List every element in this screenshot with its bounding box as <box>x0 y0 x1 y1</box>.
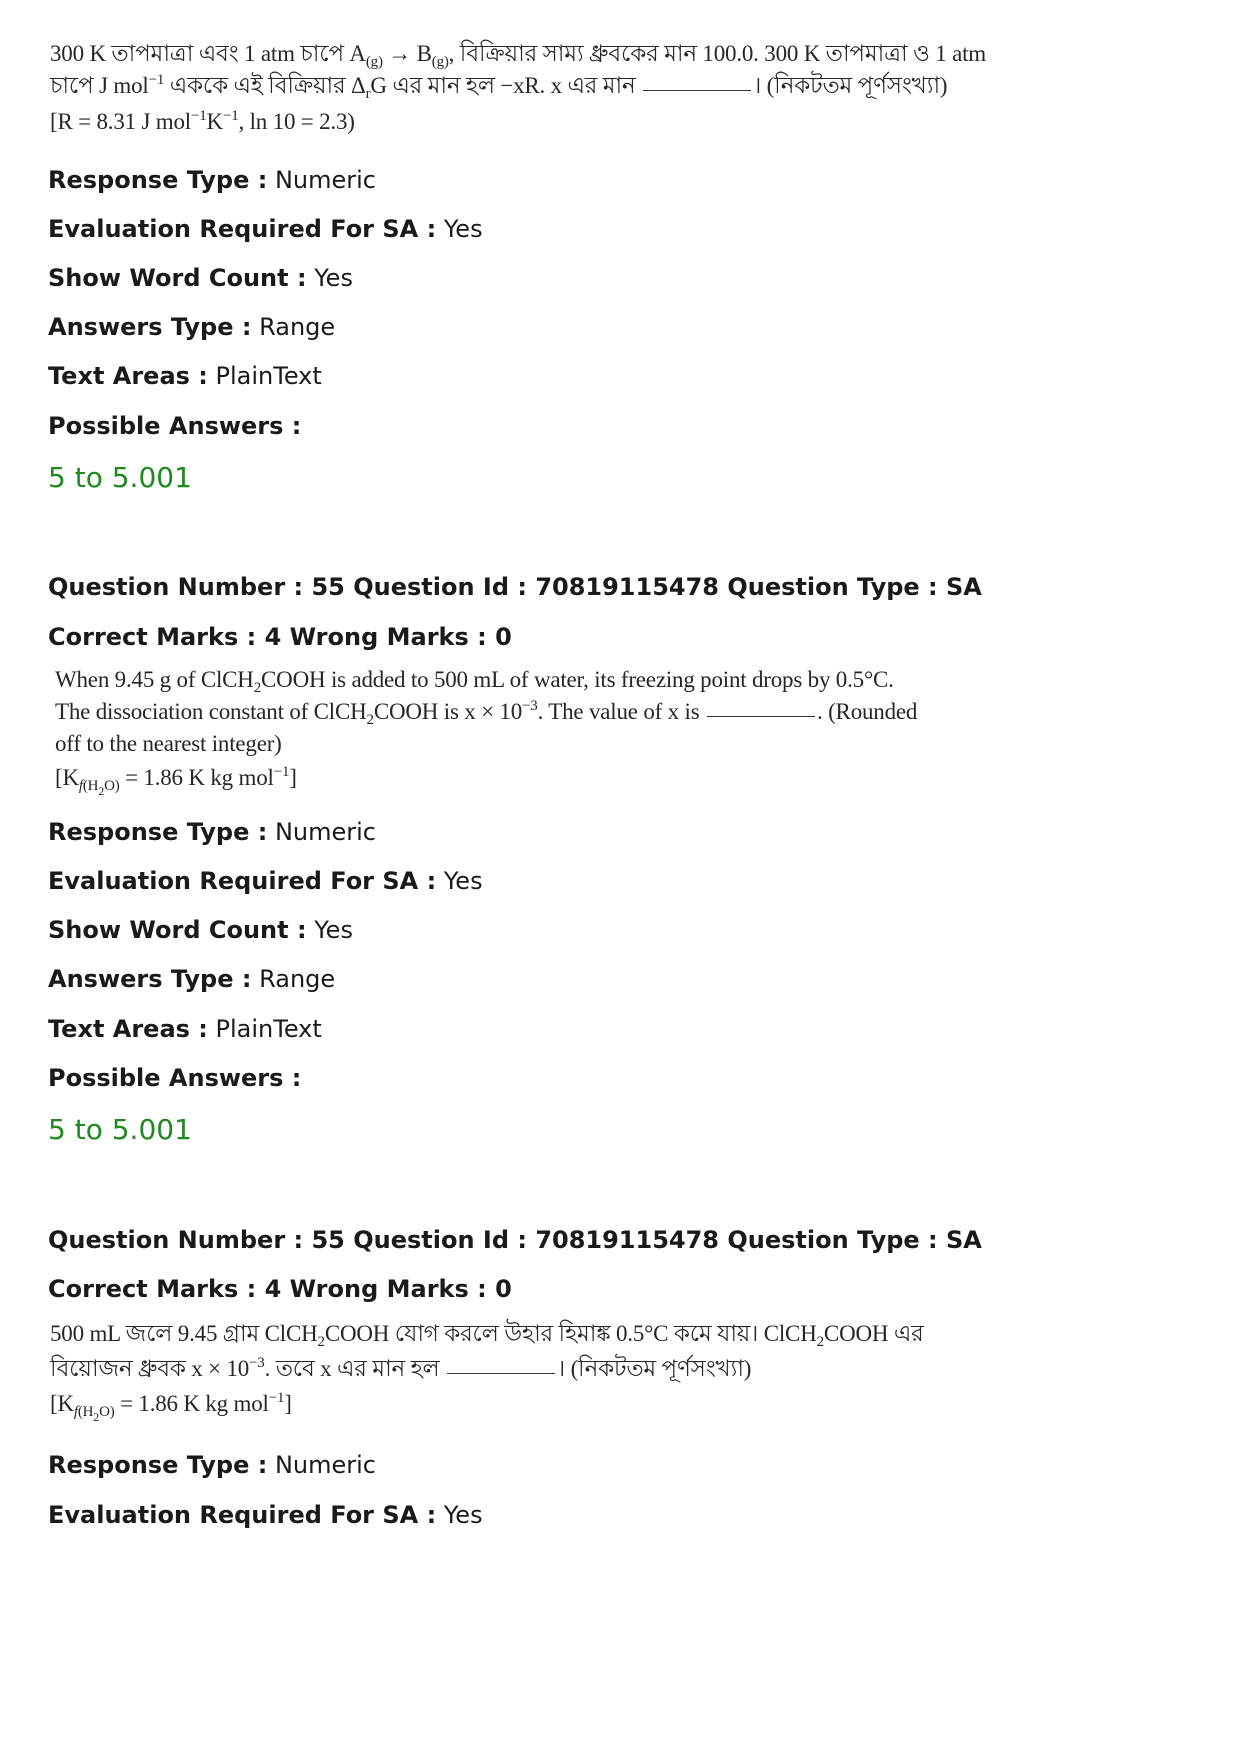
question-header: Question Number : 55 Question Id : 70819115478 Question Type : SA <box>48 1226 982 1254</box>
question-line: The dissociation constant of ClCH$_2$COOH is $x \times 10^{-3}$. The value of x is . (Rounded <box>55 698 918 728</box>
marks-row: Correct Marks : 4 Wrong Marks : 0 <box>48 1275 512 1303</box>
answers-type-row: Answers Type : Range <box>48 965 336 993</box>
response-type-row: Response Type : Numeric <box>48 1451 376 1479</box>
answer-blank <box>447 1372 555 1374</box>
text-areas-row: Text Areas : PlainText <box>48 1015 322 1043</box>
possible-answer-value: 5 to 5.001 <box>48 1113 192 1146</box>
question-line: [R = 8.31 J $mol^{-1}K^{-1}$, ln 10 = 2.3) <box>50 108 355 134</box>
show-word-count-row: Show Word Count : Yes <box>48 916 353 944</box>
text-areas-row: Text Areas : PlainText <box>48 362 322 390</box>
evaluation-required-row: Evaluation Required For SA : Yes <box>48 1501 483 1529</box>
possible-answer-value: 5 to 5.001 <box>48 461 192 494</box>
question-line: চাপে J mol$^{-1}$ এককে এই বিক্রিয়ার $\Delta_rG$ এর মান হল −xR. x এর মান । (নিকটতম পূর্ণসংখ্যা) <box>50 72 948 102</box>
evaluation-required-row: Evaluation Required For SA : Yes <box>48 215 483 243</box>
answer-blank <box>643 89 751 91</box>
question-line: 500 mL জলে 9.45 গ্রাম ClCH$_2$COOH যোগ করলে উহার হিমাঙ্ক 0.5°C কমে যায়। ClCH$_2$COOH এর <box>50 1321 924 1350</box>
marks-row: Correct Marks : 4 Wrong Marks : 0 <box>48 623 512 651</box>
possible-answers-label: Possible Answers : <box>48 1064 302 1092</box>
question-header: Question Number : 55 Question Id : 70819115478 Question Type : SA <box>48 573 982 601</box>
response-type-row: Response Type : Numeric <box>48 818 376 846</box>
possible-answers-label: Possible Answers : <box>48 412 302 440</box>
response-type-row: Response Type : Numeric <box>48 166 376 194</box>
answers-type-row: Answers Type : Range <box>48 313 336 341</box>
question-55-bengali-text <box>50 1318 950 1424</box>
question-line: [$K_{f(H_2O)} = 1.86$ K kg mol$^{-1}$] <box>55 764 297 798</box>
question-55-english-text <box>55 664 955 798</box>
question-line: 300 K তাপমাত্রা এবং 1 atm চাপে $A_{(g)} \to B_{(g)}$, বিক্রিয়ার সাম্য ধ্রুবকের মান 100.0. 300 K তাপমাত্রা ও 1 atm <box>50 41 986 70</box>
question-54-bengali-text <box>50 38 986 138</box>
question-line: [$K_{f(H_2O)} = 1.86$ K kg mol$^{-1}$] <box>50 1390 292 1424</box>
question-line: off to the nearest integer) <box>55 731 282 756</box>
question-line: বিয়োজন ধ্রুবক $x \times 10^{-3}$. তবে x এর মান হল । (নিকটতম পূর্ণসংখ্যা) <box>50 1355 752 1381</box>
answer-blank <box>707 715 815 717</box>
evaluation-required-row: Evaluation Required For SA : Yes <box>48 867 483 895</box>
question-line: When 9.45 g of ClCH$_2$COOH is added to 500 mL of water, its freezing point drops by 0.5°C. <box>55 667 894 696</box>
show-word-count-row: Show Word Count : Yes <box>48 264 353 292</box>
